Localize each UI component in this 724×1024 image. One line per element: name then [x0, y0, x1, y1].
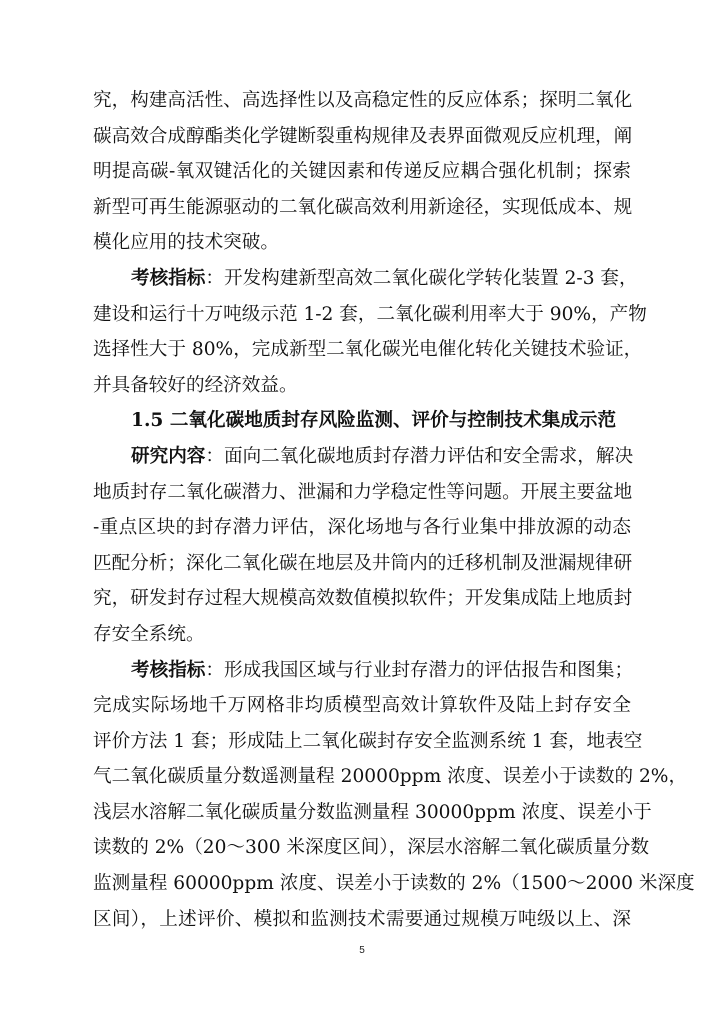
paragraph-4-line-5: 浅层水溶解二氧化碳质量分数监测量程 30000ppm 浓度、误差小于	[93, 801, 652, 823]
paragraph-2-line-4: 并具备较好的经济效益。	[93, 374, 298, 396]
paragraph-3-line-2: 地质封存二氧化碳潜力、泄漏和力学稳定性等问题。开展主要盆地	[93, 481, 633, 503]
assessment-label-2: 考核指标	[131, 659, 206, 681]
paragraph-4-line-7: 监测量程 60000ppm 浓度、误差小于读数的 2%（1500～2000 米深度	[93, 873, 695, 895]
paragraph-4-line-2: 完成实际场地千万网格非均质模型高效计算软件及陆上封存安全	[93, 695, 631, 717]
paragraph-4-line-8: 区间），上述评价、模拟和监测技术需要通过规模万吨级以上、深	[93, 908, 631, 930]
assessment-label: 考核指标	[131, 267, 206, 289]
paragraph-3-line-3: -重点区块的封存潜力评估，深化场地与各行业集中排放源的动态	[93, 517, 631, 539]
paragraph-4-line-1-text: ：形成我国区域与行业封存潜力的评估报告和图集；	[205, 659, 634, 681]
paragraph-3-line-6: 存安全系统。	[93, 623, 205, 645]
paragraph-3-line-4: 匹配分析；深化二氧化碳在地层及井筒内的迁移机制及泄漏规律研	[93, 552, 633, 574]
research-content-label: 研究内容	[131, 445, 206, 467]
paragraph-1-line-2: 碳高效合成醇酯类化学键断裂重构规律及表界面微观反应机理，阐	[93, 125, 633, 147]
paragraph-2-line-3: 选择性大于 80%，完成新型二氧化碳光电催化转化关键技术验证，	[93, 339, 643, 361]
paragraph-2-line-1-text: ：开发构建新型高效二氧化碳化学转化装置 2-3 套，	[205, 267, 638, 289]
paragraph-4-line-6: 读数的 2%（20～300 米深度区间），深层水溶解二氧化碳质量分数	[93, 837, 650, 859]
paragraph-1-line-3: 明提高碳-氧双键活化的关键因素和传递反应耦合强化机制；探索	[93, 161, 631, 183]
paragraph-4-line-4: 气二氧化碳质量分数遥测量程 20000ppm 浓度、误差小于读数的 2%，	[93, 766, 688, 788]
paragraph-1-line-4: 新型可再生能源驱动的二氧化碳高效利用新途径，实现低成本、规	[93, 196, 633, 218]
paragraph-3-line-1-text: ：面向二氧化碳地质封存潜力评估和安全需求，解决	[205, 445, 634, 467]
paragraph-2-line-1	[93, 261, 638, 297]
paragraph-1-line-5: 模化应用的技术突破。	[93, 232, 279, 254]
paragraph-4-line-3: 评价方法 1 套；形成陆上二氧化碳封存安全监测系统 1 套，地表空	[93, 730, 643, 752]
paragraph-2-line-2: 建设和运行十万吨级示范 1-2 套，二氧化碳利用率大于 90%，产物	[93, 303, 647, 325]
paragraph-3-line-1	[93, 439, 634, 475]
paragraph-3-line-5: 究，研发封存过程大规模高效数值模拟软件；开发集成陆上地质封	[93, 588, 633, 610]
paragraph-1-line-1: 究，构建高活性、高选择性以及高稳定性的反应体系；探明二氧化	[93, 90, 633, 111]
paragraph-4-line-1	[93, 653, 634, 689]
body-text	[93, 83, 695, 937]
section-heading: 1.5 二氧化碳地质封存风险监测、评价与控制技术集成示范	[131, 410, 617, 432]
page-number: 5	[359, 945, 365, 956]
